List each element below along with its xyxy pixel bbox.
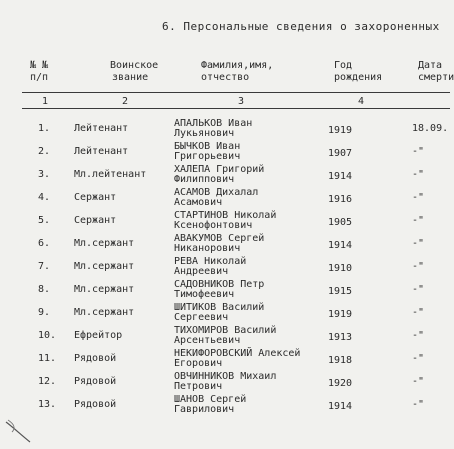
row-name: ШАНОВ Сергей [174, 394, 247, 405]
table-row [0, 166, 450, 188]
row-death-date: -" [412, 399, 425, 410]
header-date-line1: Дата [418, 60, 443, 71]
header-rule-bottom [22, 108, 450, 109]
row-death-date: -" [412, 192, 425, 203]
header-name-line1: Фамилия,имя, [201, 60, 274, 71]
row-death-date: -" [412, 215, 425, 226]
row-patronymic: Егорович [174, 358, 223, 369]
table-row [0, 281, 450, 303]
row-patronymic: Филиппович [174, 174, 235, 185]
row-death-date: -" [412, 169, 425, 180]
row-rank: Мл.сержант [74, 284, 135, 295]
column-number-1: 1 [42, 96, 49, 107]
row-name: ОВЧИННИКОВ Михаил [174, 371, 277, 382]
table-row [0, 350, 450, 372]
column-number-4: 4 [358, 96, 365, 107]
row-patronymic: Асамович [174, 197, 223, 208]
row-patronymic: Тимофеевич [174, 289, 235, 300]
row-number: 8. [38, 284, 51, 295]
row-birth-year: 1914 [328, 401, 353, 412]
header-year-line2: рождения [334, 72, 383, 83]
row-death-date: -" [412, 261, 425, 272]
row-number: 11. [38, 353, 57, 364]
row-patronymic: Сергеевич [174, 312, 229, 323]
row-patronymic: Никанорович [174, 243, 241, 254]
row-number: 9. [38, 307, 51, 318]
row-patronymic: Андреевич [174, 266, 229, 277]
row-rank: Рядовой [74, 376, 117, 387]
table-row [0, 143, 450, 165]
column-number-2: 2 [122, 96, 129, 107]
header-rank-line1: Воинское [110, 60, 159, 71]
row-name: АВАКУМОВ Сергей [174, 233, 265, 244]
header-rank [110, 60, 158, 84]
header-num-line2: п/п [30, 72, 49, 83]
row-patronymic: Гаврилович [174, 404, 235, 415]
row-patronymic: Григорьевич [174, 151, 241, 162]
row-death-date: -" [412, 307, 425, 318]
table-row [0, 304, 450, 326]
row-birth-year: 1918 [328, 355, 353, 366]
row-rank: Мл.лейтенант [74, 169, 147, 180]
table-row [0, 120, 450, 142]
pen-mark-icon [4, 418, 34, 446]
row-rank: Сержант [74, 215, 117, 226]
row-number: 3. [38, 169, 51, 180]
row-name: СТАРТИНОВ Николай [174, 210, 277, 221]
row-birth-year: 1919 [328, 125, 353, 136]
table-row [0, 258, 450, 280]
row-birth-year: 1916 [328, 194, 353, 205]
row-patronymic: Петрович [174, 381, 223, 392]
row-rank: Мл.сержант [74, 238, 135, 249]
row-rank: Сержант [74, 192, 117, 203]
row-birth-year: 1914 [328, 171, 353, 182]
row-rank: Мл.сержант [74, 307, 135, 318]
table-row [0, 396, 450, 418]
row-birth-year: 1920 [328, 378, 353, 389]
row-name: РЕВА Николай [174, 256, 247, 267]
header-rule-top [22, 92, 450, 93]
table-row [0, 189, 450, 211]
row-birth-year: 1910 [328, 263, 353, 274]
row-number: 5. [38, 215, 51, 226]
row-name: АСАМОВ Дихалал [174, 187, 259, 198]
row-name: БЫЧКОВ Иван [174, 141, 241, 152]
table-row [0, 327, 450, 349]
row-birth-year: 1907 [328, 148, 353, 159]
row-birth-year: 1919 [328, 309, 353, 320]
row-name: АПАЛЬКОВ Иван [174, 118, 253, 129]
row-name: САДОВНИКОВ Петр [174, 279, 265, 290]
row-number: 6. [38, 238, 51, 249]
row-name: НЕКИФОРОВСКИЙ Алексей [174, 348, 301, 359]
row-number: 4. [38, 192, 51, 203]
header-name-line2: отчество [201, 72, 250, 83]
header-name [201, 60, 273, 84]
row-number: 10. [38, 330, 57, 341]
row-rank: Мл.сержант [74, 261, 135, 272]
row-birth-year: 1905 [328, 217, 353, 228]
row-name: ШИТИКОВ Василий [174, 302, 265, 313]
header-num-line1: № № [30, 60, 49, 71]
row-birth-year: 1913 [328, 332, 353, 343]
row-birth-year: 1914 [328, 240, 353, 251]
row-patronymic: Арсентьевич [174, 335, 241, 346]
row-patronymic: Лукьянович [174, 128, 235, 139]
row-death-date: 18.09. [412, 123, 449, 134]
row-rank: Лейтенант [74, 146, 129, 157]
row-rank: Ефрейтор [74, 330, 123, 341]
row-name: ТИХОМИРОВ Василий [174, 325, 277, 336]
row-death-date: -" [412, 284, 425, 295]
row-patronymic: Ксенофонтович [174, 220, 253, 231]
header-date [418, 60, 454, 84]
row-death-date: -" [412, 330, 425, 341]
row-number: 1. [38, 123, 51, 134]
header-date-line2: смерти [418, 72, 454, 83]
header-year [334, 60, 382, 84]
row-death-date: -" [412, 146, 425, 157]
column-number-3: 3 [238, 96, 245, 107]
table-row [0, 235, 450, 257]
table-row [0, 373, 450, 395]
table-row [0, 212, 450, 234]
row-rank: Лейтенант [74, 123, 129, 134]
row-number: 13. [38, 399, 57, 410]
row-rank: Рядовой [74, 399, 117, 410]
row-number: 2. [38, 146, 51, 157]
row-number: 12. [38, 376, 57, 387]
section-title: 6. Персональные сведения о захороненных [162, 20, 440, 33]
row-number: 7. [38, 261, 51, 272]
row-death-date: -" [412, 353, 425, 364]
header-num [30, 60, 48, 84]
row-death-date: -" [412, 376, 425, 387]
row-rank: Рядовой [74, 353, 117, 364]
header-rank-line2: звание [112, 72, 149, 83]
header-year-line1: Год [334, 60, 353, 71]
row-name: ХАЛЕПА Григорий [174, 164, 265, 175]
row-birth-year: 1915 [328, 286, 353, 297]
row-death-date: -" [412, 238, 425, 249]
